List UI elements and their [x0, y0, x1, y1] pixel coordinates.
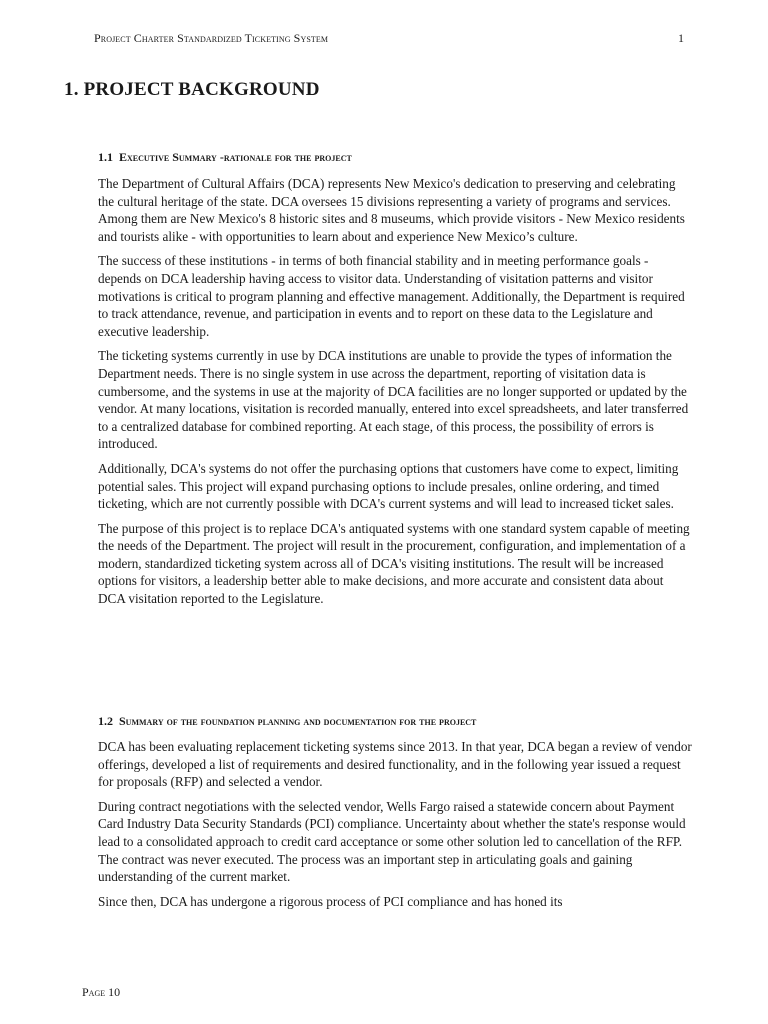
running-header-title: Project Charter Standardized Ticketing System	[94, 31, 329, 45]
subsection-number: 1.2	[98, 714, 113, 728]
subsection-number: 1.1	[98, 150, 113, 164]
paragraph: The Department of Cultural Affairs (DCA) represents New Mexico's dedication to preserving and celebrating the cultural heritage of the state. DCA oversees 15 divisions representing a variety of programs and services. Among them are New Mexico's 8 historic sites and 8 museums, which provide visitors - New Mexico residents and tourists alike - with opportunities to learn about and experience New Mexico’s culture.	[98, 176, 685, 244]
paragraph: The success of these institutions - in terms of both financial stability and in meeting performance goals - depends on DCA leadership having access to visitor data. Understanding of visitation patterns and visitor motivations is critical to program planning and effective management. Additionally, the Department is required to track attendance, revenue, and participation in events and to report on these data to the Legislature and executive leadership.	[98, 253, 685, 339]
paragraph: The ticketing systems currently in use by DCA institutions are unable to provide the types of information the Department needs. There is no single system in use across the department, reporting of visitation data is cumbersome, and the systems in use at the majority of DCA facilities are no longer supported or updated by the vendor. At many locations, visitation is recorded manually, entered into excel spreadsheets, and later transferred to a centralized database for combined reporting. At each stage, of this process, the possibility of errors is introduced.	[98, 348, 689, 452]
paragraph: During contract negotiations with the selected vendor, Wells Fargo raised a statewide concern about Payment Card Industry Data Security Standards (PCI) compliance. Uncertainty about whether the state's response would lead to a consolidated approach to credit card acceptance or some other solution led to cancellation of the RFP. The contract was never executed. The process was an important step in articulating goals and gaining understanding of the current market.	[98, 798, 686, 885]
paragraph: Since then, DCA has undergone a rigorous process of PCI compliance and has honed its	[98, 893, 563, 909]
paragraph: DCA has been evaluating replacement ticketing systems since 2013. In that year, DCA began a review of vendor offerings, developed a list of requirements and desired functionality, and in the following year issued a request for proposals (RFP) and selected a vendor.	[98, 739, 692, 790]
paragraph: The purpose of this project is to replace DCA's antiquated systems with one standard system capable of meeting the needs of the Department. The project will result in the procurement, configuration, and implementation of a modern, standardized ticketing system across all of DCA's visiting institutions. The result will be increased options for visitors, a leadership better able to make decisions, and more accurate and consistent data about DCA visitation reported to the Legislature.	[98, 520, 690, 607]
subsection-heading-1-1	[98, 150, 352, 165]
subsection-title: Executive Summary -rationale for the project	[119, 150, 352, 164]
section-heading: 1. PROJECT BACKGROUND	[64, 79, 320, 100]
subsection-1-2-body	[98, 738, 692, 917]
paragraph: Additionally, DCA's systems do not offer the purchasing options that customers have come to expect, limiting potential sales. This project will expand purchasing options to include presales, online ordering, and timed ticketing, which are not currently possible with DCA's current systems and will lead to increased ticket sales.	[98, 460, 679, 512]
subsection-1-1-body	[98, 175, 692, 615]
page-footer: Page 10	[82, 985, 121, 999]
subsection-heading-1-2	[98, 714, 476, 729]
running-header-page-number: 1	[678, 31, 684, 45]
subsection-title: Summary of the foundation planning and documentation for the project	[119, 714, 477, 728]
